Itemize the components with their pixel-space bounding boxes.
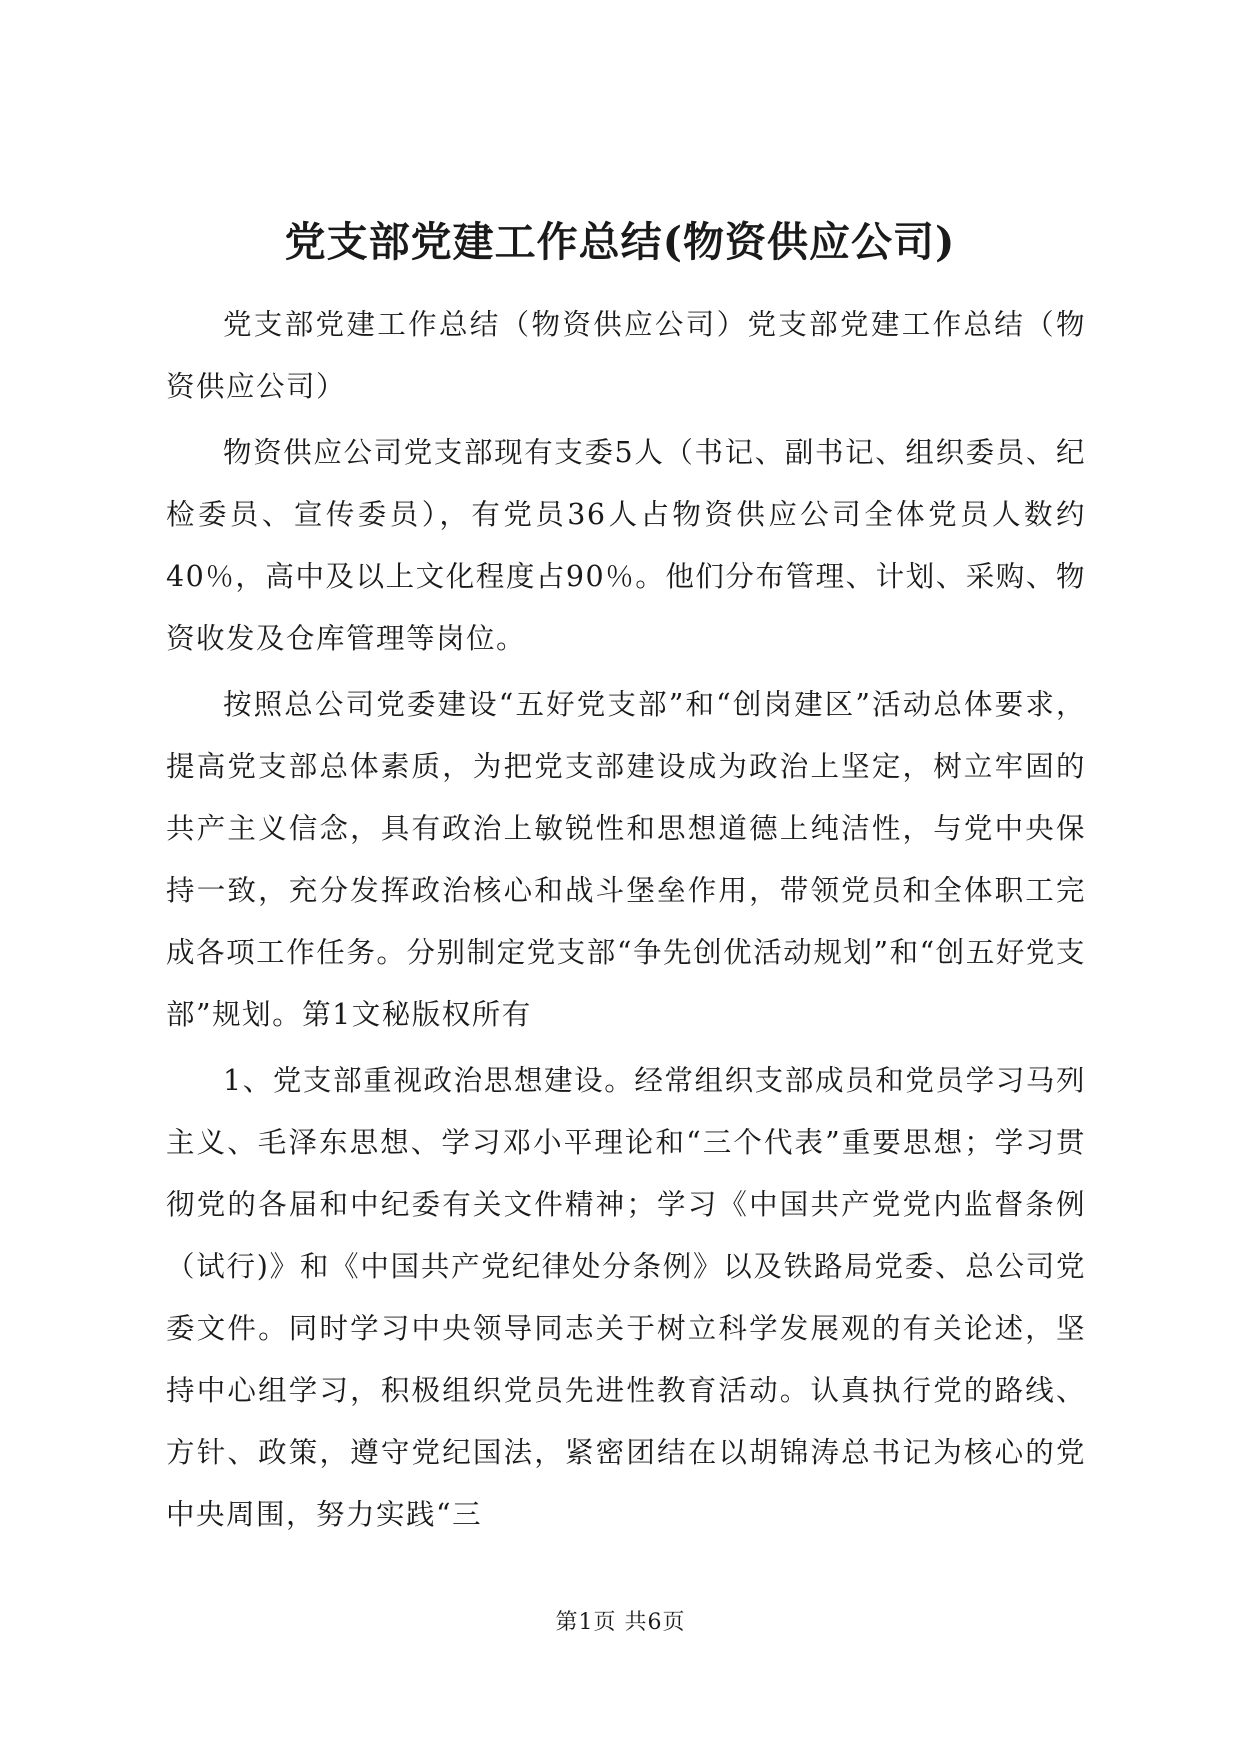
- paragraph-branch-composition: 物资供应公司党支部现有支委5人（书记、副书记、组织委员、纪检委员、宣传委员），有党员36人占物资供应公司全体党员人数约40％，高中及以上文化程度占90％。他们分布管理、计划、采购、物资收发及仓库管理等岗位。: [166, 436, 1086, 655]
- paragraph-requirements: 按照总公司党委建设“五好党支部”和“创岗建区”活动总体要求，提高党支部总体素质，为把党支部建设成为政治上坚定，树立牢固的共产主义信念，具有政治上敏锐性和思想道德上纯洁性，与党中央保持一致，充分发挥政治核心和战斗堡垒作用，带领党员和全体职工完成各项工作任务。分别制定党支部“争先创优活动规划”和“创五好党支部”规划。第1文秘版权所有: [166, 688, 1086, 1031]
- document-title: 党支部党建工作总结(物资供应公司): [284, 218, 956, 266]
- document-body: [166, 294, 1086, 1550]
- paragraph-intro: 党支部党建工作总结（物资供应公司）党支部党建工作总结（物资供应公司）: [166, 308, 1086, 403]
- paragraph-political-building: 1、党支部重视政治思想建设。经常组织支部成员和党员学习马列主义、毛泽东思想、学习邓小平理论和“三个代表”重要思想；学习贯彻党的各届和中纪委有关文件精神；学习《中国共产党党内监督条例（试行)》和《中国共产党纪律处分条例》以及铁路局党委、总公司党委文件。同时学习中央领导同志关于树立科学发展观的有关论述，坚持中心组学习，积极组织党员先进性教育活动。认真执行党的路线、方针、政策，遵守党纪国法，紧密团结在以胡锦涛总书记为核心的党中央周围，努力实践“三: [166, 1064, 1086, 1531]
- page-number-footer: 第1页 共6页: [555, 1610, 686, 1635]
